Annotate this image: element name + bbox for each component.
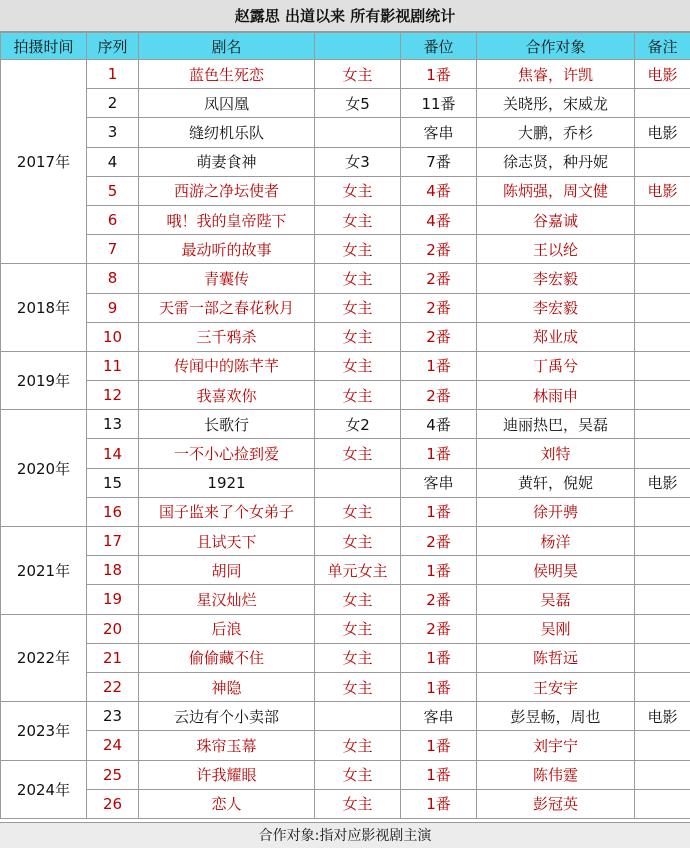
table-row [1, 731, 690, 760]
billing-cell: 1番 [401, 643, 477, 672]
table-row [1, 293, 690, 322]
note-cell [635, 410, 690, 439]
table-row [1, 351, 690, 380]
note-cell [635, 351, 690, 380]
sequence-cell: 5 [87, 176, 139, 205]
sequence-cell: 7 [87, 235, 139, 264]
billing-cell: 4番 [401, 176, 477, 205]
role-cell: 女主 [315, 439, 401, 468]
note-cell [635, 760, 690, 789]
table-row [1, 147, 690, 176]
table-row [1, 381, 690, 410]
year-cell: 2024年 [1, 760, 87, 818]
billing-cell: 客串 [401, 468, 477, 497]
sequence-cell: 8 [87, 264, 139, 293]
title-cell: 青囊传 [139, 264, 315, 293]
note-cell [635, 293, 690, 322]
role-cell: 女主 [315, 205, 401, 234]
costars-cell: 徐志贤，种丹妮 [477, 147, 635, 176]
note-cell [635, 497, 690, 526]
costars-cell: 彭昱畅，周也 [477, 702, 635, 731]
table-row [1, 585, 690, 614]
costars-cell: 王安宇 [477, 672, 635, 701]
costars-cell: 杨洋 [477, 527, 635, 556]
footer-note: 合作对象:指对应影视剧主演 [0, 822, 690, 848]
role-cell: 女主 [315, 527, 401, 556]
billing-cell: 1番 [401, 439, 477, 468]
note-cell [635, 89, 690, 118]
role-cell: 女主 [315, 264, 401, 293]
sequence-cell: 14 [87, 439, 139, 468]
table-row [1, 235, 690, 264]
role-cell: 女主 [315, 351, 401, 380]
title-cell: 偷偷藏不住 [139, 643, 315, 672]
title-cell: 西游之净坛使者 [139, 176, 315, 205]
costars-cell: 李宏毅 [477, 264, 635, 293]
role-cell: 女主 [315, 760, 401, 789]
billing-cell: 2番 [401, 293, 477, 322]
billing-cell: 客串 [401, 702, 477, 731]
filmography-table [0, 32, 690, 819]
note-cell: 电影 [635, 702, 690, 731]
title-cell: 萌妻食神 [139, 147, 315, 176]
role-cell: 女主 [315, 789, 401, 818]
costars-cell: 陈哲远 [477, 643, 635, 672]
costars-cell: 黄轩，倪妮 [477, 468, 635, 497]
role-cell [315, 468, 401, 497]
title-cell: 珠帘玉幕 [139, 731, 315, 760]
billing-cell: 2番 [401, 527, 477, 556]
role-cell: 女5 [315, 89, 401, 118]
sequence-cell: 21 [87, 643, 139, 672]
sequence-cell: 4 [87, 147, 139, 176]
note-cell [635, 731, 690, 760]
note-cell [635, 789, 690, 818]
year-cell: 2022年 [1, 614, 87, 702]
title-cell: 三千鸦杀 [139, 322, 315, 351]
table-row [1, 497, 690, 526]
billing-cell: 2番 [401, 585, 477, 614]
role-cell: 单元女主 [315, 556, 401, 585]
table-row [1, 672, 690, 701]
role-cell: 女主 [315, 643, 401, 672]
sequence-cell: 12 [87, 381, 139, 410]
role-cell: 女主 [315, 60, 401, 89]
role-cell [315, 702, 401, 731]
sequence-cell: 25 [87, 760, 139, 789]
costars-cell: 郑业成 [477, 322, 635, 351]
sequence-cell: 3 [87, 118, 139, 147]
billing-cell: 2番 [401, 381, 477, 410]
billing-cell: 2番 [401, 235, 477, 264]
table-row [1, 322, 690, 351]
table-row [1, 205, 690, 234]
table-row [1, 410, 690, 439]
header-billing: 番位 [401, 33, 477, 60]
note-cell [635, 527, 690, 556]
note-cell [635, 381, 690, 410]
title-cell: 蓝色生死恋 [139, 60, 315, 89]
role-cell: 女主 [315, 322, 401, 351]
title-cell: 胡同 [139, 556, 315, 585]
note-cell [635, 147, 690, 176]
sequence-cell: 13 [87, 410, 139, 439]
note-cell: 电影 [635, 118, 690, 147]
header-shoot-year: 拍摄时间 [1, 33, 87, 60]
billing-cell: 2番 [401, 614, 477, 643]
header-role [315, 33, 401, 60]
title-cell: 国子监来了个女弟子 [139, 497, 315, 526]
costars-cell: 陈伟霆 [477, 760, 635, 789]
billing-cell: 2番 [401, 322, 477, 351]
billing-cell: 1番 [401, 497, 477, 526]
costars-cell: 刘宇宁 [477, 731, 635, 760]
sequence-cell: 10 [87, 322, 139, 351]
title-cell: 天雷一部之春花秋月 [139, 293, 315, 322]
sequence-cell: 1 [87, 60, 139, 89]
note-cell [635, 235, 690, 264]
note-cell [635, 556, 690, 585]
title-cell: 云边有个小卖部 [139, 702, 315, 731]
sequence-cell: 6 [87, 205, 139, 234]
year-cell: 2021年 [1, 527, 87, 615]
header-row [1, 33, 690, 60]
note-cell [635, 205, 690, 234]
costars-cell: 吴刚 [477, 614, 635, 643]
note-cell [635, 614, 690, 643]
costars-cell: 侯明昊 [477, 556, 635, 585]
note-cell [635, 322, 690, 351]
table-row [1, 760, 690, 789]
role-cell: 女主 [315, 176, 401, 205]
sequence-cell: 11 [87, 351, 139, 380]
costars-cell: 刘特 [477, 439, 635, 468]
costars-cell: 大鹏，乔杉 [477, 118, 635, 147]
year-cell: 2023年 [1, 702, 87, 760]
role-cell: 女3 [315, 147, 401, 176]
billing-cell: 4番 [401, 205, 477, 234]
role-cell: 女2 [315, 410, 401, 439]
year-cell: 2018年 [1, 264, 87, 352]
costars-cell: 彭冠英 [477, 789, 635, 818]
billing-cell: 1番 [401, 731, 477, 760]
role-cell: 女主 [315, 614, 401, 643]
title-cell: 凤囚凰 [139, 89, 315, 118]
note-cell: 电影 [635, 60, 690, 89]
sheet-title: 赵露思 出道以来 所有影视剧统计 [0, 0, 690, 32]
note-cell [635, 643, 690, 672]
table-row [1, 556, 690, 585]
header-sequence: 序列 [87, 33, 139, 60]
year-cell: 2019年 [1, 351, 87, 409]
billing-cell: 1番 [401, 672, 477, 701]
sequence-cell: 16 [87, 497, 139, 526]
title-cell: 最动听的故事 [139, 235, 315, 264]
costars-cell: 王以纶 [477, 235, 635, 264]
role-cell: 女主 [315, 497, 401, 526]
table-row [1, 789, 690, 818]
sequence-cell: 19 [87, 585, 139, 614]
note-cell [635, 672, 690, 701]
table-row [1, 643, 690, 672]
header-costars: 合作对象 [477, 33, 635, 60]
title-cell: 后浪 [139, 614, 315, 643]
sequence-cell: 20 [87, 614, 139, 643]
billing-cell: 1番 [401, 789, 477, 818]
table-row [1, 439, 690, 468]
title-cell: 1921 [139, 468, 315, 497]
sequence-cell: 26 [87, 789, 139, 818]
billing-cell: 11番 [401, 89, 477, 118]
table-row [1, 468, 690, 497]
costars-cell: 吴磊 [477, 585, 635, 614]
note-cell [635, 264, 690, 293]
billing-cell: 2番 [401, 264, 477, 293]
billing-cell: 1番 [401, 351, 477, 380]
table-body [1, 60, 690, 819]
title-cell: 且试天下 [139, 527, 315, 556]
billing-cell: 1番 [401, 556, 477, 585]
year-cell: 2017年 [1, 60, 87, 264]
table-row [1, 60, 690, 89]
note-cell: 电影 [635, 176, 690, 205]
table-row [1, 527, 690, 556]
sequence-cell: 9 [87, 293, 139, 322]
table-row [1, 702, 690, 731]
title-cell: 许我耀眼 [139, 760, 315, 789]
table-row [1, 264, 690, 293]
role-cell: 女主 [315, 235, 401, 264]
role-cell: 女主 [315, 381, 401, 410]
costars-cell: 关晓彤，宋威龙 [477, 89, 635, 118]
year-cell: 2020年 [1, 410, 87, 527]
table-row [1, 614, 690, 643]
costars-cell: 徐开骋 [477, 497, 635, 526]
billing-cell: 4番 [401, 410, 477, 439]
title-cell: 神隐 [139, 672, 315, 701]
costars-cell: 焦睿，许凯 [477, 60, 635, 89]
title-cell: 长歌行 [139, 410, 315, 439]
costars-cell: 丁禹兮 [477, 351, 635, 380]
note-cell: 电影 [635, 468, 690, 497]
note-cell [635, 585, 690, 614]
sequence-cell: 18 [87, 556, 139, 585]
title-cell: 一不小心捡到爱 [139, 439, 315, 468]
billing-cell: 1番 [401, 60, 477, 89]
sequence-cell: 15 [87, 468, 139, 497]
header-note: 备注 [635, 33, 690, 60]
sequence-cell: 2 [87, 89, 139, 118]
note-cell [635, 439, 690, 468]
costars-cell: 迪丽热巴，吴磊 [477, 410, 635, 439]
billing-cell: 1番 [401, 760, 477, 789]
costars-cell: 陈炳强，周文健 [477, 176, 635, 205]
header-title: 剧名 [139, 33, 315, 60]
table-row [1, 89, 690, 118]
table-row [1, 176, 690, 205]
role-cell [315, 118, 401, 147]
role-cell: 女主 [315, 293, 401, 322]
costars-cell: 李宏毅 [477, 293, 635, 322]
table-row [1, 118, 690, 147]
title-cell: 恋人 [139, 789, 315, 818]
billing-cell: 客串 [401, 118, 477, 147]
sequence-cell: 17 [87, 527, 139, 556]
title-cell: 缝纫机乐队 [139, 118, 315, 147]
role-cell: 女主 [315, 731, 401, 760]
costars-cell: 林雨申 [477, 381, 635, 410]
role-cell: 女主 [315, 585, 401, 614]
title-cell: 我喜欢你 [139, 381, 315, 410]
title-cell: 传闻中的陈芊芊 [139, 351, 315, 380]
role-cell: 女主 [315, 672, 401, 701]
sequence-cell: 22 [87, 672, 139, 701]
sequence-cell: 23 [87, 702, 139, 731]
costars-cell: 谷嘉诚 [477, 205, 635, 234]
title-cell: 星汉灿烂 [139, 585, 315, 614]
title-cell: 哦！我的皇帝陛下 [139, 205, 315, 234]
sequence-cell: 24 [87, 731, 139, 760]
billing-cell: 7番 [401, 147, 477, 176]
